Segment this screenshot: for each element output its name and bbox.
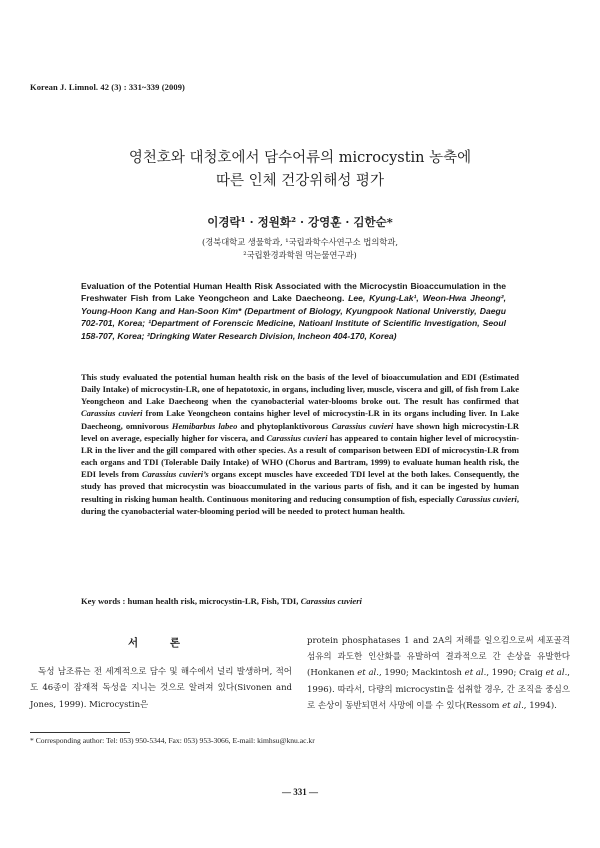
abstract-text: This study evaluated the potential human health risk on the basis of the level of bioaccumulation and EDI (Estimated Daily Intake) of microcystin-LR, one of hepatotoxic, in organs, including liver, muscle, viscera and gill, of fish from Lake Yeongcheon and Lake Daecheong when the cyanobacterial water-blooms broke out. The result has confirmed that — [81, 372, 519, 407]
species-name: Carassius cuvieri — [331, 420, 394, 431]
citation-etal: et al. — [502, 700, 524, 711]
intro-paragraph-right — [307, 633, 570, 714]
paper-title — [0, 147, 600, 193]
abstract-text: has appeared to contain higher level of microcystin-LR in the liver and the gill compared with other species. As a result of comparison between EDI of microcystin-LR from each organs and TDI (Tolerable Daily Intake) of WHO (Chorus and Bartram, 1999) to evaluate human health risk, the EDI levels from — [81, 432, 519, 480]
section-heading-introduction: 서 론 — [128, 637, 194, 649]
keywords-species: Carassius cuvieri — [300, 596, 362, 606]
body-text: , 1990; Craig — [486, 668, 546, 679]
title-line-2: 따른 인체 건강위해성 평가 — [216, 173, 384, 189]
footnote-divider — [30, 732, 130, 733]
title-line-1: 영천호와 대청호에서 담수어류의 microcystin 농축에 — [128, 150, 472, 166]
abstract-text: organs except muscles have exceeded TDI level at the both lakes. Consequently, the study has proved that microcystin was bioaccumulated in the various parts of fish, and it can be ingested by human resulting in risking human health. Continuous monitoring and reducing consumption of fish, especially — [81, 469, 520, 504]
species-name: Carassius cuvieri’s — [141, 469, 209, 480]
abstract-text: have shown high microcystin-LR level on average, especially higher for viscera, and — [81, 420, 519, 443]
keywords-text: Key words : human health risk, microcystin-LR, Fish, TDI, — [81, 596, 301, 606]
english-title: Evaluation of the Potential Human Health Risk Associated with the Microcystin Bioaccumulation in the Freshwater Fish from Lake Yeongcheon and Lake Daecheong. — [81, 281, 506, 304]
journal-citation: Korean J. Limnol. 42 (3) : 331~339 (2009) — [30, 82, 185, 92]
citation-etal: et al. — [464, 668, 487, 679]
abstract-text: , during the cyanobacterial water-blooming period will be needed to protect human health. — [81, 493, 519, 516]
citation-etal: et al. — [545, 668, 568, 679]
intro-paragraph-left: 독성 남조류는 전 세계적으로 담수 및 해수에서 널리 발생하며, 적어도 46종이 잠재적 독성을 지니는 것으로 알려져 있다(Sivonen and Jones, 1999). Microcystin은 — [30, 667, 292, 710]
english-title-block — [81, 280, 506, 342]
body-text: , 1996). 따라서, 다량의 microcystin을 섭취할 경우, 간 조직을 중심으로 손상이 동반되면서 사망에 이를 수 있다(Ressom — [307, 668, 570, 711]
species-name: Carassius cuvieri — [266, 432, 328, 443]
species-name: Carassius cuvieri — [81, 408, 143, 419]
body-text: protein phosphatases 1 and 2A의 저해를 일으킴으로써 세포골격 섬유의 과도한 인산화를 유발하여 결과적으로 간 손상을 유발한다(Honkanen — [307, 636, 570, 679]
author-list: 이경락¹ · 정원화² · 강영훈 · 김한순* — [207, 215, 393, 229]
body-text: , 1994). — [523, 700, 557, 711]
affiliation-line-2: ²국립환경과학원 먹는물연구과) — [243, 249, 357, 260]
abstract-text: and phytoplanktivorous — [237, 420, 332, 431]
species-name: Carassius cuvieri — [456, 493, 517, 504]
page-number: — 331 — — [282, 787, 318, 797]
abstract-text: from Lake Yeongcheon contains higher level of microcystin-LR in its organs including liver. In Lake Daecheong, omnivorous — [81, 408, 519, 431]
body-text: , 1990; Mackintosh — [378, 668, 465, 679]
citation-etal: et al. — [357, 668, 379, 679]
corresponding-author-footnote: * Corresponding author: Tel: 053) 950-5344, Fax: 053) 953-3066, E-mail: kimhsu@knu.ac.kr — [30, 736, 315, 745]
left-column — [30, 635, 292, 713]
affiliation — [0, 236, 600, 261]
english-authors-affiliations: Lee, Kyung-Lak¹, Weon-Hwa Jheong², Young-Hoon Kang and Han-Soon Kim* (Department of Biology, Kyungpook National Universtiy, Daegu 702-701, Korea; ¹Department of Forenscic Medicine, Natioanl Institute of Scientific Investigation, Seoul 158-707, Korea; ²Dringking Water Research Division, Incheon 404-170, Korea) — [81, 293, 506, 341]
right-column — [307, 633, 570, 714]
abstract — [81, 371, 519, 517]
affiliation-line-1: (경북대학교 생물학과, ¹국립과학수사연구소 법의학과, — [201, 237, 399, 247]
keywords — [81, 596, 519, 606]
species-name: Hemibarbus labeo — [171, 420, 238, 431]
